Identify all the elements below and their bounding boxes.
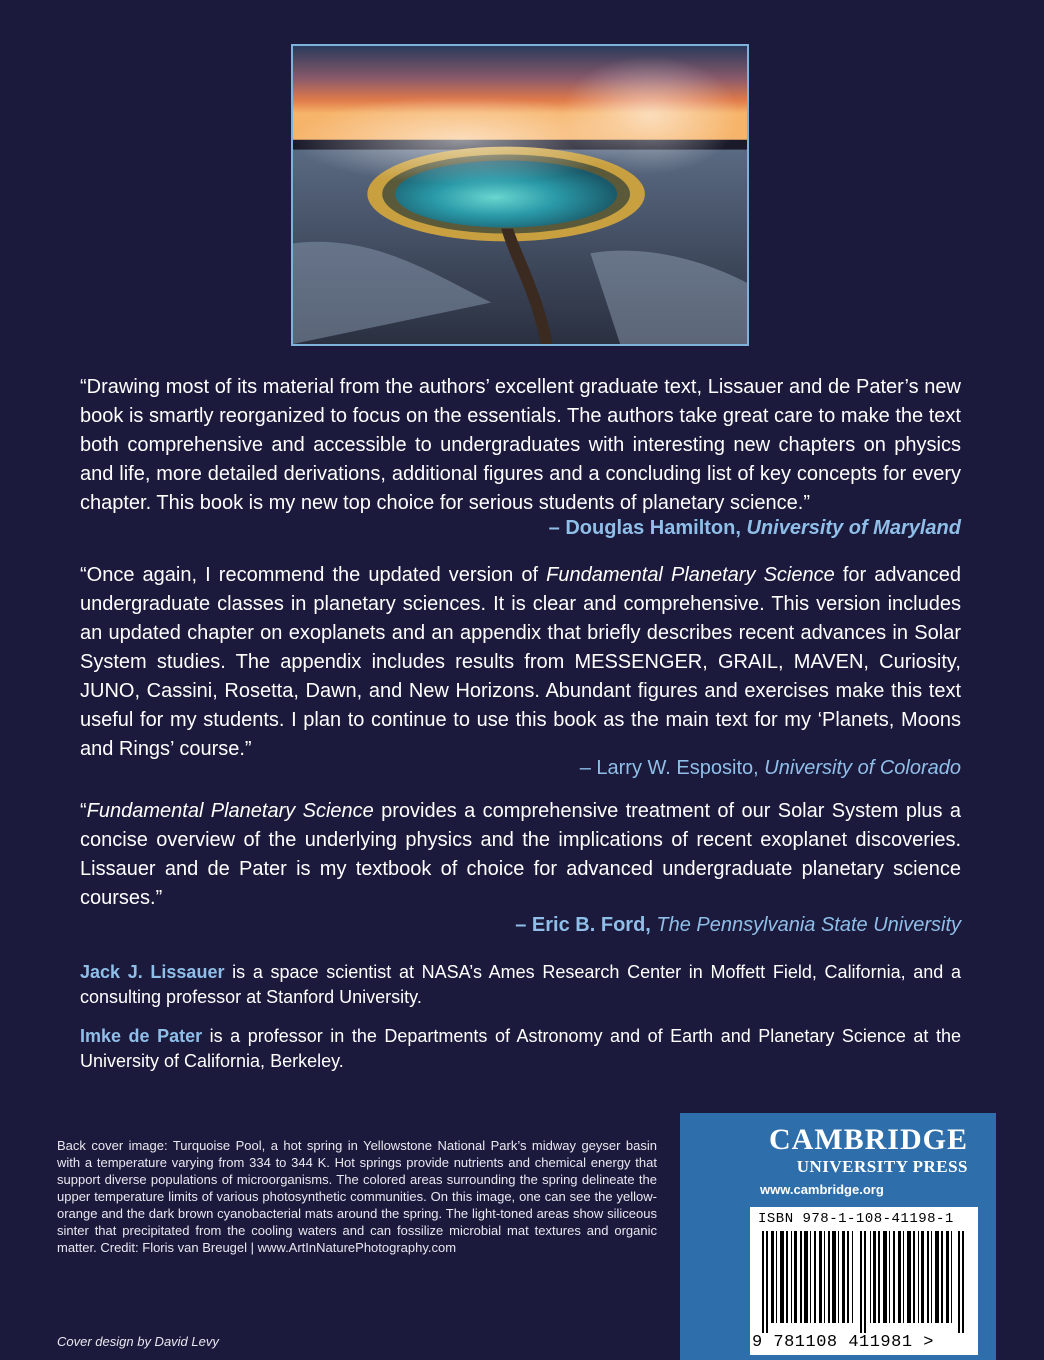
cover-design-credit: Cover design by David Levy [57, 1334, 219, 1349]
review-quote-1: “Drawing most of its material from the authors’ excellent graduate text, Lissauer and de Pater’s new book is smartly reorganized to focus on the essentials. The authors take great care to make the text both comprehensive and accessible to undergraduates with interesting new chapters on physics and life, more detailed derivations, additional figures and a concluding list of key concepts for every chapter. This book is my new top choice for serious students of planetary science.” [80, 376, 961, 514]
isbn-barcode [750, 1207, 978, 1355]
author-bio-1: Jack J. Lissauer is a space scientist at NASA’s Ames Research Center in Moffett Field, California, and a consulting professor at Stanford University. [80, 962, 961, 1007]
barcode-digits: 9 781108 411981 > [752, 1333, 934, 1352]
barcode-icon [762, 1231, 966, 1333]
review-attribution-2 [80, 754, 961, 782]
reviewer-name: – Eric B. Ford, [515, 914, 651, 936]
book-title-italic: Fundamental Planetary Science [86, 800, 374, 822]
review-quote-3: “Fundamental Planetary Science provides a comprehensive treatment of our Solar System plus a concise overview of the underlying physics and the implications of recent exoplanet discoveries. Lissauer and de Pater is my textbook of choice for advanced undergraduate planetary science courses.” [80, 800, 961, 909]
publisher-url: www.cambridge.org [760, 1182, 884, 1197]
reviewer-name: – Douglas Hamilton, [548, 517, 741, 539]
reviewer-affiliation: University of Maryland [746, 517, 961, 539]
review-quote-2: “Once again, I recommend the updated version of Fundamental Planetary Science for advanced undergraduate classes in planetary sciences. It is clear and comprehensive. This version includes an updated chapter on exoplanets and an appendix that briefly describes recent advances in Solar System studies. The appendix includes results from MESSENGER, GRAIL, MAVEN, Curiosity, JUNO, Cassini, Rosetta, Dawn, and New Horizons. Abundant figures and exercises make this text useful for my students. I plan to continue to use this book as the main text for my ‘Planets, Moons and Rings’ course.” [80, 564, 961, 760]
publisher-name: CAMBRIDGE [768, 1123, 968, 1156]
landscape-photo-icon [293, 46, 747, 344]
cover-photo [291, 44, 749, 346]
author-name: Imke de Pater [80, 1026, 203, 1046]
book-title-italic: Fundamental Planetary Science [546, 564, 835, 586]
author-bio-2: Imke de Pater is a professor in the Departments of Astronomy and of Earth and Planetary Science at the University of California, Berkeley. [80, 1026, 961, 1071]
image-credit: Back cover image: Turquoise Pool, a hot spring in Yellowstone National Park’s midway geyser basin with a temperature varying from 334 to 344 K. Hot springs provide nutrients and chemical energy that support diverse populations of microorganisms. The colored areas surrounding the spring delineate the upper temperature limits of various photosynthetic communities. On this image, one can see the yellow-orange and the dark brown cyanobacterial mats around the spring. The light-toned areas show siliceous sinter that precipitated from the cooling waters and can fossilize microbial mat textures and organic matter. Credit: Floris van Breugel | www.ArtInNaturePhotography.com [57, 1138, 657, 1255]
publisher-subtitle: UNIVERSITY PRESS [796, 1157, 968, 1176]
author-name: Jack J. Lissauer [80, 962, 225, 982]
reviewer-name: – Larry W. Esposito, [579, 757, 759, 779]
reviewer-affiliation: The Pennsylvania State University [656, 914, 961, 936]
reviewer-affiliation: University of Colorado [764, 757, 961, 779]
review-attribution-1 [80, 514, 961, 542]
review-attribution-3 [80, 911, 961, 939]
isbn-label: ISBN 978-1-108-41198-1 [758, 1211, 954, 1227]
